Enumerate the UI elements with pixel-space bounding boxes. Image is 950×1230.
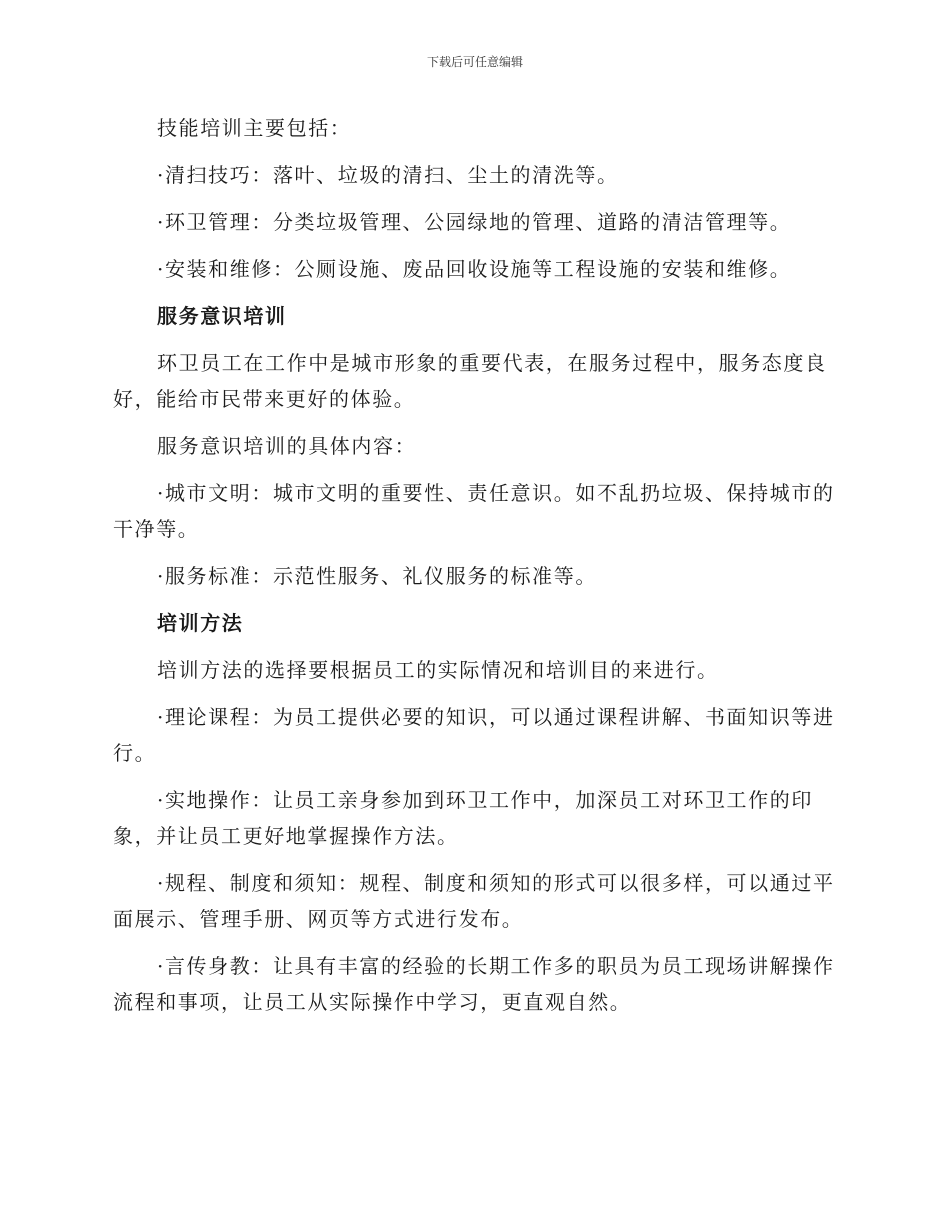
paragraph-service-content-intro: 服务意识培训的具体内容： [157,434,417,458]
bullet-teaching-by-example: ·言传身教：让具有丰富的经验的长期工作多的职员为员工现场讲解操作流程和事项，让员工从实际操作中学习，更直观自然。 [113,954,835,1014]
bullet-cleaning-skills: ·清扫技巧：落叶、垃圾的清扫、尘土的清洗等。 [157,163,619,187]
paragraph-methods-intro: 培训方法的选择要根据员工的实际情况和培训目的来进行。 [157,658,719,682]
bullet-field-practice: ·实地操作：让员工亲身参加到环卫工作中，加深员工对环卫工作的印象，并让员工更好地掌握操作方法。 [113,788,813,848]
bullet-civic-civility: ·城市文明：城市文明的重要性、责任意识。如不乱扔垃圾、保持城市的干净等。 [113,481,835,541]
bullet-sanitation-management: ·环卫管理：分类垃圾管理、公园绿地的管理、道路的清洁管理等。 [157,210,792,234]
bullet-service-standards: ·服务标准：示范性服务、礼仪服务的标准等。 [157,564,597,588]
paragraph-service-importance: 环卫员工在工作中是城市形象的重要代表，在服务过程中，服务态度良好，能给市民带来更好的体验。 [113,351,827,411]
paragraph-skills-intro: 技能培训主要包括： [157,116,352,140]
document-body [113,110,835,1020]
bullet-installation-repair: ·安装和维修：公厕设施、废品回收设施等工程设施的安装和维修。 [157,257,792,281]
section-heading-training-methods: 培训方法 [157,611,244,635]
bullet-rules-and-notices: ·规程、制度和须知：规程、制度和须知的形式可以很多样，可以通过平面展示、管理手册、网页等方式进行发布。 [113,871,835,931]
bullet-theory-courses: ·理论课程：为员工提供必要的知识，可以通过课程讲解、书面知识等进行。 [113,705,835,765]
section-heading-service-awareness: 服务意识培训 [157,304,287,328]
page-header: 下载后可任意编辑 [426,55,523,69]
